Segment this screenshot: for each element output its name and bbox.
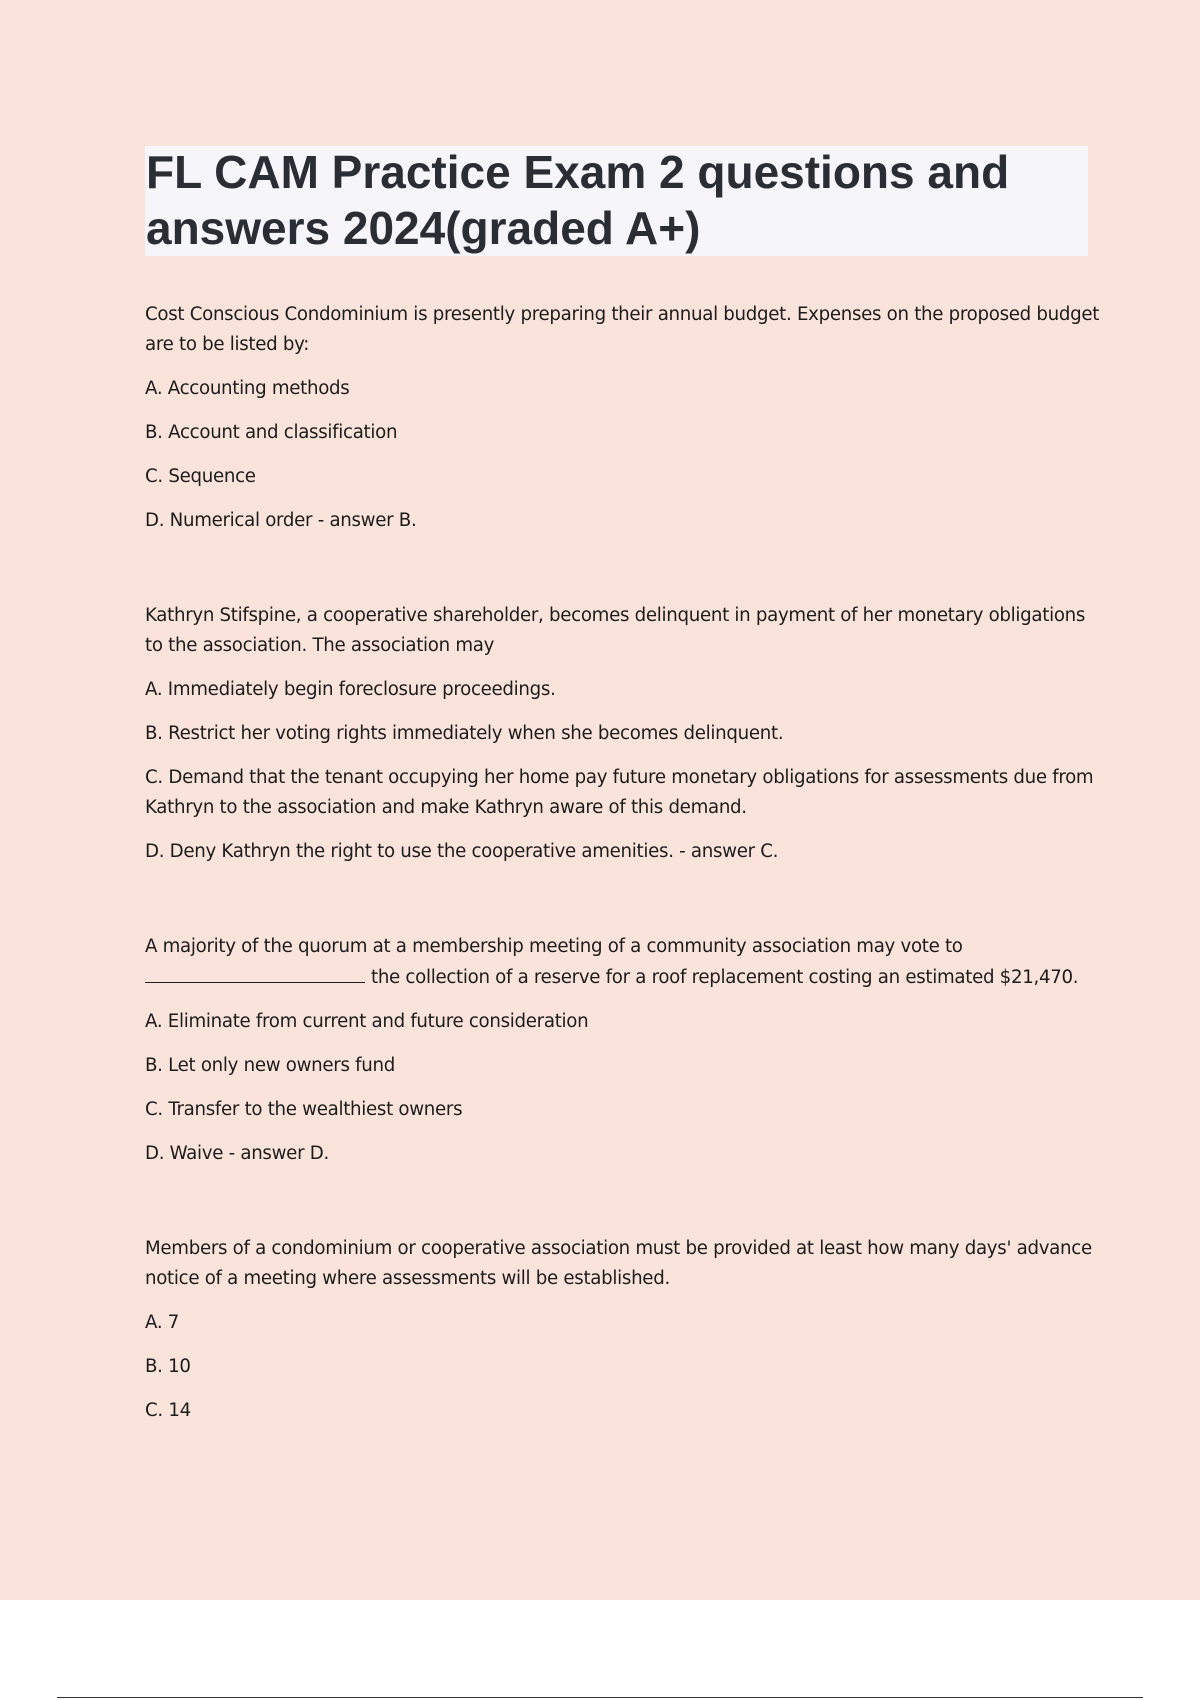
question-3 xyxy=(145,932,1105,1169)
question-stem-start: A majority of the quorum at a membership meeting of a community association may vote to xyxy=(145,936,963,957)
answer-option: A. 7 xyxy=(145,1312,180,1333)
question-stem xyxy=(145,932,1105,993)
question-stem: Cost Conscious Condominium is presently preparing their annual budget. Expenses on the proposed budget are to be listed by: xyxy=(145,304,1100,355)
answer-option: D. Deny Kathryn the right to use the cooperative amenities. - answer C. xyxy=(145,841,779,862)
answer-option: B. Account and classification xyxy=(145,422,398,443)
fill-in-blank xyxy=(145,962,365,983)
question-2 xyxy=(145,601,1105,867)
answer-option: A. Immediately begin foreclosure proceedings. xyxy=(145,679,556,700)
question-stem-end: the collection of a reserve for a roof replacement costing an estimated $21,470. xyxy=(371,967,1079,988)
answer-option: D. Numerical order - answer B. xyxy=(145,510,417,531)
answer-option: A. Accounting methods xyxy=(145,378,350,399)
footer-divider xyxy=(57,1697,1143,1698)
answer-option: C. Demand that the tenant occupying her home pay future monetary obligations for assessments due from Kathryn to the association and make Kathryn aware of this demand. xyxy=(145,767,1094,818)
question-stem: Members of a condominium or cooperative association must be provided at least how many days' advance notice of a meeting where assessments will be established. xyxy=(145,1238,1092,1289)
answer-option: B. 10 xyxy=(145,1356,191,1377)
answer-option: B. Let only new owners fund xyxy=(145,1055,395,1076)
question-4 xyxy=(145,1234,1105,1426)
question-stem: Kathryn Stifspine, a cooperative shareholder, becomes delinquent in payment of her monetary obligations to the association. The association may xyxy=(145,605,1086,656)
page-title: FL CAM Practice Exam 2 questions and answers 2024(graded A+) xyxy=(146,146,1010,254)
answer-option: A. Eliminate from current and future consideration xyxy=(145,1011,589,1032)
answer-option: B. Restrict her voting rights immediately when she becomes delinquent. xyxy=(145,723,784,744)
answer-option: C. Sequence xyxy=(145,466,256,487)
document-body xyxy=(145,300,1105,1491)
answer-option: C. 14 xyxy=(145,1400,191,1421)
answer-option: D. Waive - answer D. xyxy=(145,1143,329,1164)
answer-option: C. Transfer to the wealthiest owners xyxy=(145,1099,463,1120)
question-1 xyxy=(145,300,1105,536)
